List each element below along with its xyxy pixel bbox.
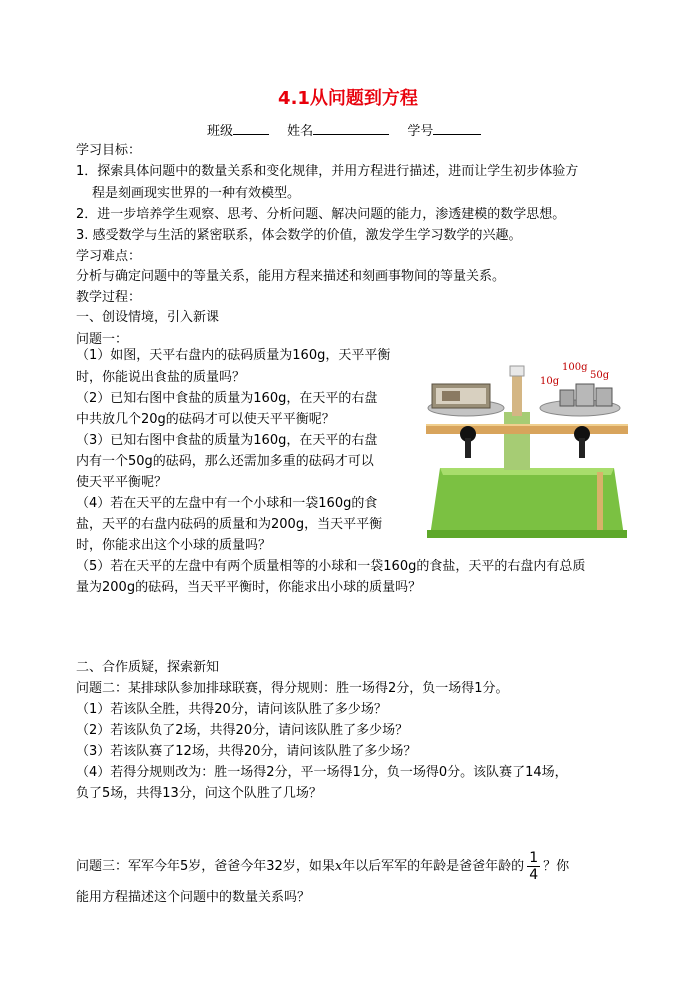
page-title: 4.1从问题到方程 — [278, 88, 418, 109]
q1-line: 使天平平衡呢？ — [76, 475, 168, 490]
q3-text-middle: 年以后军军的年龄是爸爸年龄的 — [342, 859, 525, 874]
q2-line: 问题二：某排球队参加排球联赛，得分规则：胜一场得2分，负一场得1分。 — [76, 681, 509, 696]
weight-label: 100g — [562, 362, 588, 373]
q2-line: （4）若得分规则改为：胜一场得2分，平一场得1分，负一场得0分。该队赛了14场， — [76, 765, 568, 780]
goals-heading: 学习目标： — [76, 143, 142, 158]
weight-100g — [576, 384, 594, 406]
question1-label: 问题一： — [76, 332, 129, 347]
q1-line: （3）已知右图中食盐的质量为160g，在天平的右盘 — [76, 433, 378, 448]
q1-line: 盐，天平的右盘内砝码的质量和为200g，当天平平衡 — [76, 517, 383, 532]
weight-label: 10g — [540, 376, 560, 387]
q1-line: （4）若在天平的左盘中有一个小球和一袋160g的食 — [76, 496, 378, 511]
difficulty-heading: 学习难点： — [76, 249, 142, 264]
q1-line: 时，你能说出食盐的质量吗？ — [76, 370, 246, 385]
q1-line: 量为200g的砝码，当天平平衡时，你能求出小球的质量吗？ — [76, 580, 422, 595]
process-heading: 教学过程： — [76, 290, 142, 305]
q1-line: 中共放几个20g的砝码才可以使天平平衡呢？ — [76, 412, 335, 427]
class-blank[interactable] — [233, 121, 269, 135]
q1-line: （1）如图，天平右盘内的砝码质量为160g，天平平衡 — [76, 348, 391, 363]
id-blank[interactable] — [433, 121, 481, 135]
difficulty-text: 分析与确定问题中的等量关系，能用方程来描述和刻画事物间的等量关系。 — [76, 269, 506, 284]
goal-line: 程是刻画现实世界的一种有效模型。 — [92, 186, 301, 201]
goal-line: 2．进一步培养学生观察、思考、分析问题、解决问题的能力，渗透建模的数学思想。 — [76, 207, 566, 222]
fraction-numerator: 1 — [529, 850, 539, 866]
weight-50g — [596, 388, 612, 406]
q1-line: （5）若在天平的左盘中有两个质量相等的小球和一袋160g的食盐，天平的右盘内有总质 — [76, 559, 586, 574]
q3-line: 能用方程描述这个问题中的数量关系吗？ — [76, 890, 311, 905]
scale-pillar — [504, 412, 530, 470]
class-label: 班级 — [207, 124, 234, 139]
weight-label: 50g — [590, 370, 610, 381]
section2-heading: 二、合作质疑，探索新知 — [76, 660, 220, 675]
q3-text-after: ？你 — [543, 859, 570, 874]
q2-line: （2）若该队负了2场，共得20分，请问该队胜了多少场？ — [76, 723, 409, 738]
q2-line: 负了5场，共得13分，问这个队胜了几场？ — [76, 786, 322, 801]
q2-line: （1）若该队全胜，共得20分，请问该队胜了多少场？ — [76, 702, 387, 717]
scale-beam — [426, 426, 628, 434]
goal-line: 1．探索具体问题中的数量关系和变化规律，并用方程进行描述，进而让学生初步体验方 — [76, 164, 579, 179]
q3-text-before: 问题三：军军今年5岁，爸爸今年32岁，如果 — [76, 859, 335, 874]
fraction-denominator: 4 — [529, 867, 539, 883]
q3-fraction — [527, 850, 540, 883]
student-info — [207, 121, 481, 141]
section1-heading: 一、创设情境，引入新课 — [76, 310, 220, 325]
scale-base — [430, 468, 624, 536]
q1-line: 时，你能求出这个小球的质量吗？ — [76, 538, 272, 553]
q1-line: （2）已知右图中食盐的质量为160g，在天平的右盘 — [76, 391, 378, 406]
q2-line: （3）若该队赛了12场，共得20分，请问该队胜了多少场？ — [76, 744, 417, 759]
id-label: 学号 — [407, 124, 434, 139]
name-blank[interactable] — [313, 121, 389, 135]
weight-10g — [560, 390, 574, 406]
q1-line: 内有一个50g的砝码，那么还需加多重的砝码才可以 — [76, 454, 374, 469]
q3-variable: x — [334, 859, 343, 874]
goal-line: 3. 感受数学与生活的紧密联系，体会数学的价值，激发学生学习数学的兴趣。 — [76, 228, 522, 243]
balance-scale-image — [422, 354, 632, 540]
name-label: 姓名 — [287, 124, 314, 139]
q3-line — [76, 847, 569, 887]
